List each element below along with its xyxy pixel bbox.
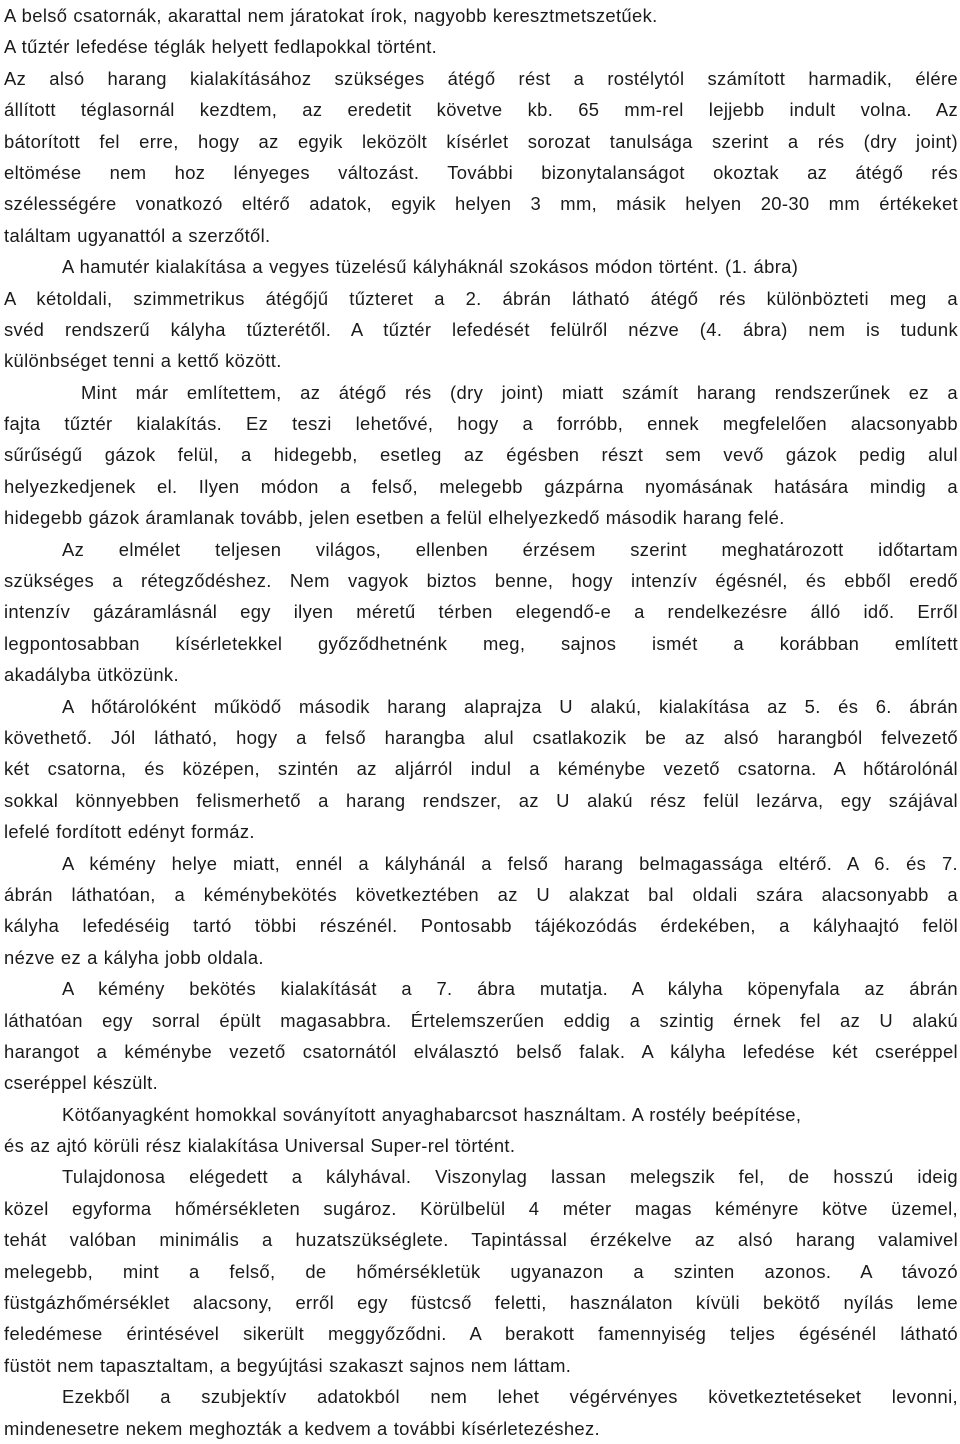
text-line: állított téglasornál kezdtem, az eredetit követve kb. 65 mm-rel lejjebb indult volna. Az (4, 99, 958, 121)
text-line: melegebb, mint a felső, de hőmérsékletük ugyanazon a szinten azonos. A távozó (4, 1260, 958, 1282)
text-line: ábrán láthatóan, a kéménybekötés következtében az U alakzat bal oldali szára alacsonyabb a (4, 883, 958, 905)
document-page (4, 0, 958, 1444)
text-line: feledémese érintésével sikerült meggyőződni. A berakott famennyiség teljes égésénél látható (4, 1323, 958, 1345)
text-line: A kémény helye miatt, ennél a kályhánál a felső harang belmagassága eltérő. A 6. és 7. (62, 852, 958, 874)
text-line: bátorított fel erre, hogy az egyik leközölt kísérlet sorozat tanulsága szerint a rés (dry joint) (4, 130, 958, 152)
text-line: mindenesetre nekem meghozták a kedvem a további kísérletezéshez. (4, 1417, 600, 1439)
text-line: helyezkedjenek el. Ilyen módon a felső, melegebb gázpárna nyomásának hatására mindig a (4, 475, 958, 497)
text-line: nézve ez a kályha jobb oldala. (4, 946, 264, 968)
text-line: A kétoldali, szimmetrikus átégőjű tűzteret a 2. ábrán látható átégő rés különbözteti meg a (4, 287, 958, 309)
text-line: A hamutér kialakítása a vegyes tüzelésű kályháknál szokásos módon történt. (1. ábra) (62, 256, 799, 278)
text-line: sokkal könnyebben felismerhető a harang rendszer, az U alakú rész felül lezárva, egy szájával (4, 789, 958, 811)
text-line: lefelé fordított edényt formáz. (4, 821, 255, 843)
text-line: szélességére vonatkozó eltérő adatok, egyik helyen 3 mm, másik helyen 20-30 mm értékeket (4, 193, 958, 215)
text-line: és az ajtó körüli rész kialakítása Universal Super-rel történt. (4, 1135, 516, 1157)
text-line: svéd rendszerű kályha tűzterétől. A tűztér lefedését felülről nézve (4. ábra) nem is tudunk (4, 318, 958, 340)
text-line: különbséget tenni a kettő között. (4, 350, 282, 372)
text-line: eltömése nem hoz lényeges változást. További bizonytalanságot okoztak az átégő rés (4, 161, 958, 183)
text-line: intenzív gázáramlásnál egy ilyen méretű térben elegendő-e a rendelkezésre álló idő. Erről (4, 601, 958, 623)
text-line: találtam ugyanattól a szerzőtől. (4, 224, 271, 246)
text-line: cseréppel készült. (4, 1072, 159, 1094)
text-line: füstgázhőmérséklet alacsony, erről egy füstcső feletti, használaton kívüli bekötő nyílás leme (4, 1292, 958, 1314)
text-line: Az elmélet teljesen világos, ellenben érzésem szerint meghatározott időtartam (62, 538, 958, 560)
text-line: fajta tűztér kialakítás. Ez teszi lehetővé, hogy a forróbb, ennek megfelelően alacsonyabb (4, 413, 958, 435)
text-line: A kémény bekötés kialakítását a 7. ábra mutatja. A kályha köpenyfala az ábrán (62, 978, 958, 1000)
text-line: Ezekből a szubjektív adatokból nem lehet végérvényes következtetéseket levonni, (62, 1386, 958, 1408)
text-line: két csatorna, és középen, szintén az aljárról indul a kéménybe vezető csatorna. A hőtárolónál (4, 758, 958, 780)
text-line: láthatóan egy sorral épült magasabbra. Értelemszerűen eddig a szintig érnek fel az U alakú (4, 1009, 958, 1031)
text-line: akadályba ütközünk. (4, 664, 179, 686)
text-line: A hőtárolóként működő második harang alaprajza U alakú, kialakítása az 5. és 6. ábrán (62, 695, 958, 717)
text-line: A belső csatornák, akarattal nem járatokat írok, nagyobb keresztmetszetűek. (4, 5, 658, 26)
text-line: szükséges a rétegződéshez. Nem vagyok biztos benne, hogy intenzív égésnél, és ebből eredő (4, 570, 958, 592)
text-line: Tulajdonosa elégedett a kályhával. Viszonylag lassan melegszik fel, de hosszú ideig (62, 1166, 958, 1188)
text-line: legpontosabban kísérletekkel győződhetnénk meg, sajnos ismét a korábban említett (4, 632, 958, 654)
text-line: tehát valóban minimális a huzatszükséglete. Tapintással érzékelve az alsó harang valamivel (4, 1229, 958, 1251)
text-line: Az alsó harang kialakításához szükséges átégő rést a rostélytól számított harmadik, élére (4, 67, 958, 89)
text-line: sűrűségű gázok felül, a hidegebb, esetleg az égésben részt sem vevő gázok pedig alul (4, 444, 958, 466)
text-line: Mint már említettem, az átégő rés (dry joint) miatt számít harang rendszerűnek ez a (81, 381, 958, 403)
text-line: hidegebb gázok áramlanak tovább, jelen esetben a felül elhelyezkedő második harang felé. (4, 507, 785, 529)
text-line: harangot a kéménybe vezető csatornától elválasztó belső falak. A kályha lefedése két cseréppel (4, 1040, 958, 1062)
text-line: követhető. Jól látható, hogy a felső harangba alul csatlakozik be az alsó harangból felvezető (4, 726, 958, 748)
text-line: Kötőanyagként homokkal soványított anyaghabarcsot használtam. A rostély beépítése, (62, 1103, 802, 1125)
text-line: közel egyforma hőmérsékleten sugároz. Körülbelül 4 méter magas kéményre kötve üzemel, (4, 1197, 958, 1219)
text-line: A tűztér lefedése téglák helyett fedlapokkal történt. (4, 36, 438, 58)
text-line: füstöt nem tapasztaltam, a begyújtási szakaszt sajnos nem láttam. (4, 1354, 572, 1376)
text-line: kályha lefedéséig tartó többi részénél. Pontosabb tájékozódás érdekében, a kályhaajtó felöl (4, 915, 958, 937)
